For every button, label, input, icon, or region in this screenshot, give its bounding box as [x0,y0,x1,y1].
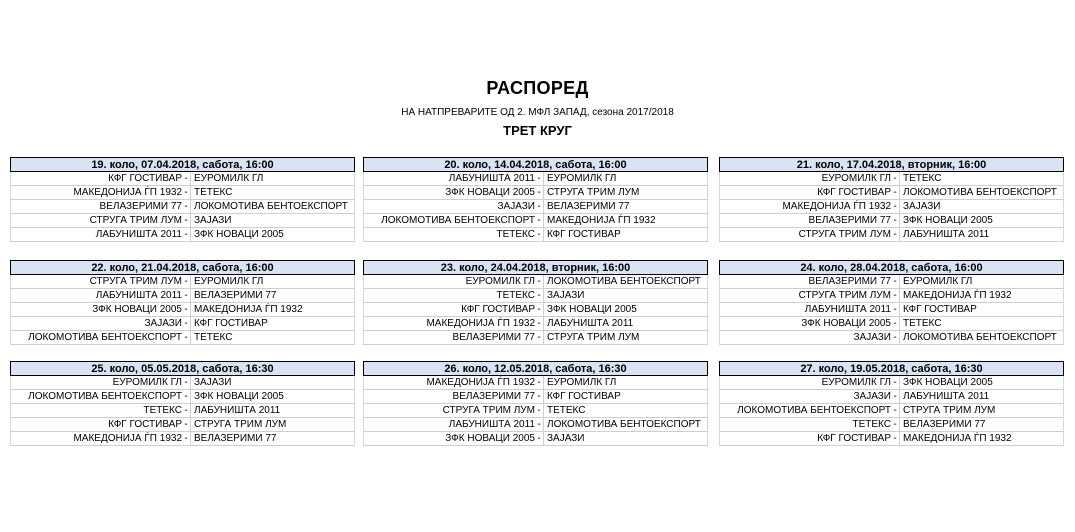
home-team: ВЕЛАЗЕРИМИ 77 [808,276,891,287]
round-header: 23. коло, 24.04.2018, вторник, 16:00 [363,260,708,275]
home-team: ЕУРОМИЛК ГЛ [465,276,535,287]
home-team: СТРУГА ТРИМ ЛУМ [798,229,891,240]
match-separator: - [184,290,188,301]
match-row [719,172,1064,186]
round-header: 26. коло, 12.05.2018, сабота, 16:30 [363,361,708,376]
away-team: ЕУРОМИЛК ГЛ [194,173,264,184]
match-separator: - [184,332,188,343]
match-row [719,418,1064,432]
away-team: ЛОКОМОТИВА БЕНТОЕКСПОРТ [547,276,701,287]
match-separator: - [537,201,541,212]
match-separator: - [537,377,541,388]
match-separator: - [537,187,541,198]
match-row [10,418,355,432]
match-separator: - [893,419,897,430]
match-row [363,418,708,432]
match-separator: - [893,433,897,444]
match-row [719,303,1064,317]
away-team: ВЕЛАЗЕРИМИ 77 [547,201,630,212]
home-team: МАКЕДОНИЈА ЃП 1932 [73,187,182,198]
away-team: ЗАЈАЗИ [547,433,585,444]
away-team: КФГ ГОСТИВАР [547,229,621,240]
match-row [10,376,355,390]
away-team: СТРУГА ТРИМ ЛУМ [547,187,640,198]
match-separator: - [184,304,188,315]
match-separator: - [893,391,897,402]
match-separator: - [184,229,188,240]
away-team: ЗФК НОВАЦИ 2005 [194,229,284,240]
home-team: ТЕТЕКС [143,405,182,416]
round-header: 22. коло, 21.04.2018, сабота, 16:00 [10,260,355,275]
away-team: ВЕЛАЗЕРИМИ 77 [903,419,986,430]
home-team: ЛАБУНИШТА 2011 [804,304,891,315]
match-row [719,432,1064,446]
round-block [363,260,708,345]
away-team: ЗФК НОВАЦИ 2005 [903,377,993,388]
match-separator: - [893,377,897,388]
home-team: СТРУГА ТРИМ ЛУМ [798,290,891,301]
match-row [363,376,708,390]
match-separator: - [537,332,541,343]
away-team: ЕУРОМИЛК ГЛ [547,377,617,388]
away-team: ЗФК НОВАЦИ 2005 [547,304,637,315]
match-separator: - [184,276,188,287]
match-row [10,200,355,214]
match-separator: - [184,391,188,402]
home-team: ЛОКОМОТИВА БЕНТОЕКСПОРТ [737,405,891,416]
match-separator: - [537,276,541,287]
match-row [363,331,708,345]
match-separator: - [537,290,541,301]
match-separator: - [537,433,541,444]
match-separator: - [184,405,188,416]
match-row [719,376,1064,390]
round-header: 20. коло, 14.04.2018, сабота, 16:00 [363,157,708,172]
home-team: КФГ ГОСТИВАР [461,304,535,315]
round-block [719,157,1064,242]
round-block [719,260,1064,345]
away-team: МАКЕДОНИЈА ЃП 1932 [547,215,656,226]
home-team: МАКЕДОНИЈА ЃП 1932 [426,318,535,329]
match-separator: - [184,187,188,198]
match-row [363,317,708,331]
page-subtitle: НА НАТПРЕВАРИТЕ ОД 2. МФЛ ЗАПАД, сезона 2017/2018 [401,107,674,118]
round-title: ТРЕТ КРУГ [503,123,572,138]
away-team: ЗФК НОВАЦИ 2005 [194,391,284,402]
away-team: ЗФК НОВАЦИ 2005 [903,215,993,226]
round-block [363,361,708,446]
away-team: КФГ ГОСТИВАР [547,391,621,402]
home-team: ЕУРОМИЛК ГЛ [112,377,182,388]
match-row [719,317,1064,331]
round-header: 21. коло, 17.04.2018, вторник, 16:00 [719,157,1064,172]
round-header: 19. коло, 07.04.2018, сабота, 16:00 [10,157,355,172]
match-separator: - [893,201,897,212]
home-team: ТЕТЕКС [852,419,891,430]
match-row [363,289,708,303]
away-team: ТЕТЕКС [903,173,942,184]
match-separator: - [537,391,541,402]
away-team: КФГ ГОСТИВАР [194,318,268,329]
away-team: СТРУГА ТРИМ ЛУМ [903,405,996,416]
home-team: ЗАЈАЗИ [853,391,891,402]
away-team: ТЕТЕКС [547,405,586,416]
match-row [363,390,708,404]
match-separator: - [184,215,188,226]
home-team: ЛАБУНИШТА 2011 [95,290,182,301]
home-team: МАКЕДОНИЈА ЃП 1932 [426,377,535,388]
match-row [363,303,708,317]
match-row [363,228,708,242]
home-team: КФГ ГОСТИВАР [108,419,182,430]
away-team: ЗАЈАЗИ [547,290,585,301]
home-team: ЗФК НОВАЦИ 2005 [801,318,891,329]
home-team: ЛАБУНИШТА 2011 [448,419,535,430]
match-separator: - [893,405,897,416]
match-row [719,228,1064,242]
match-row [719,186,1064,200]
home-team: ВЕЛАЗЕРИМИ 77 [452,391,535,402]
match-separator: - [893,304,897,315]
home-team: КФГ ГОСТИВАР [817,187,891,198]
away-team: ЛОКОМОТИВА БЕНТОЕКСПОРТ [903,332,1057,343]
round-block [10,157,355,242]
home-team: МАКЕДОНИЈА ЃП 1932 [782,201,891,212]
match-separator: - [184,419,188,430]
away-team: ВЕЛАЗЕРИМИ 77 [194,433,277,444]
match-row [719,404,1064,418]
home-team: СТРУГА ТРИМ ЛУМ [89,215,182,226]
away-team: ЗАЈАЗИ [194,377,232,388]
match-row [10,214,355,228]
home-team: ЗФК НОВАЦИ 2005 [92,304,182,315]
match-row [10,432,355,446]
home-team: ЗФК НОВАЦИ 2005 [445,187,535,198]
home-team: ЛАБУНИШТА 2011 [448,173,535,184]
match-row [10,186,355,200]
away-team: СТРУГА ТРИМ ЛУМ [194,419,287,430]
away-team: МАКЕДОНИЈА ЃП 1932 [903,290,1012,301]
match-row [10,275,355,289]
away-team: СТРУГА ТРИМ ЛУМ [547,332,640,343]
match-separator: - [184,201,188,212]
match-row [10,228,355,242]
match-separator: - [537,304,541,315]
match-row [10,390,355,404]
away-team: ЛАБУНИШТА 2011 [194,405,281,416]
home-team: ЛАБУНИШТА 2011 [95,229,182,240]
home-team: ЗАЈАЗИ [497,201,535,212]
match-separator: - [537,215,541,226]
match-row [10,289,355,303]
match-row [10,404,355,418]
match-row [719,275,1064,289]
match-row [363,214,708,228]
round-header: 24. коло, 28.04.2018, сабота, 16:00 [719,260,1064,275]
match-row [10,331,355,345]
away-team: ЕУРОМИЛК ГЛ [903,276,973,287]
away-team: КФГ ГОСТИВАР [903,304,977,315]
round-block [363,157,708,242]
home-team: МАКЕДОНИЈА ЃП 1932 [73,433,182,444]
away-team: ЛАБУНИШТА 2011 [903,229,990,240]
match-row [719,390,1064,404]
home-team: ВЕЛАЗЕРИМИ 77 [808,215,891,226]
match-separator: - [893,332,897,343]
away-team: МАКЕДОНИЈА ЃП 1932 [194,304,303,315]
away-team: ЛАБУНИШТА 2011 [903,391,990,402]
home-team: КФГ ГОСТИВАР [817,433,891,444]
home-team: ЛОКОМОТИВА БЕНТОЕКСПОРТ [381,215,535,226]
away-team: ЛОКОМОТИВА БЕНТОЕКСПОРТ [903,187,1057,198]
match-separator: - [537,229,541,240]
home-team: ТЕТЕКС [496,229,535,240]
match-separator: - [537,318,541,329]
home-team: СТРУГА ТРИМ ЛУМ [442,405,535,416]
away-team: ТЕТЕКС [903,318,942,329]
away-team: ТЕТЕКС [194,332,233,343]
round-block [719,361,1064,446]
home-team: ЗАЈАЗИ [144,318,182,329]
match-row [719,289,1064,303]
match-row [10,303,355,317]
home-team: ЗАЈАЗИ [853,332,891,343]
match-separator: - [537,419,541,430]
away-team: ЕУРОМИЛК ГЛ [547,173,617,184]
match-row [719,200,1064,214]
away-team: ЕУРОМИЛК ГЛ [194,276,264,287]
away-team: ЛОКОМОТИВА БЕНТОЕКСПОРТ [194,201,348,212]
match-separator: - [184,318,188,329]
match-separator: - [893,173,897,184]
match-row [10,317,355,331]
away-team: ЗАЈАЗИ [903,201,941,212]
match-separator: - [893,290,897,301]
round-block [10,361,355,446]
away-team: ВЕЛАЗЕРИМИ 77 [194,290,277,301]
home-team: ВЕЛАЗЕРИМИ 77 [452,332,535,343]
away-team: ЗАЈАЗИ [194,215,232,226]
match-separator: - [537,173,541,184]
away-team: ЛОКОМОТИВА БЕНТОЕКСПОРТ [547,419,701,430]
match-row [363,432,708,446]
home-team: ЕУРОМИЛК ГЛ [821,377,891,388]
home-team: ТЕТЕКС [496,290,535,301]
match-separator: - [184,433,188,444]
away-team: МАКЕДОНИЈА ЃП 1932 [903,433,1012,444]
home-team: ЛОКОМОТИВА БЕНТОЕКСПОРТ [28,391,182,402]
round-block [10,260,355,345]
match-separator: - [893,215,897,226]
home-team: КФГ ГОСТИВАР [108,173,182,184]
round-header: 27. коло, 19.05.2018, сабота, 16:30 [719,361,1064,376]
match-separator: - [537,405,541,416]
home-team: ВЕЛАЗЕРИМИ 77 [99,201,182,212]
page-title: РАСПОРЕД [486,78,589,98]
match-separator: - [893,229,897,240]
round-header: 25. коло, 05.05.2018, сабота, 16:30 [10,361,355,376]
match-row [719,331,1064,345]
match-row [719,214,1064,228]
home-team: ЕУРОМИЛК ГЛ [821,173,891,184]
match-row [363,404,708,418]
home-team: ЗФК НОВАЦИ 2005 [445,433,535,444]
match-row [363,186,708,200]
match-row [363,200,708,214]
match-row [10,172,355,186]
away-team: ЛАБУНИШТА 2011 [547,318,634,329]
match-separator: - [893,318,897,329]
home-team: ЛОКОМОТИВА БЕНТОЕКСПОРТ [28,332,182,343]
away-team: ТЕТЕКС [194,187,233,198]
home-team: СТРУГА ТРИМ ЛУМ [89,276,182,287]
match-row [363,275,708,289]
match-separator: - [893,276,897,287]
match-separator: - [893,187,897,198]
match-separator: - [184,377,188,388]
match-row [363,172,708,186]
match-separator: - [184,173,188,184]
